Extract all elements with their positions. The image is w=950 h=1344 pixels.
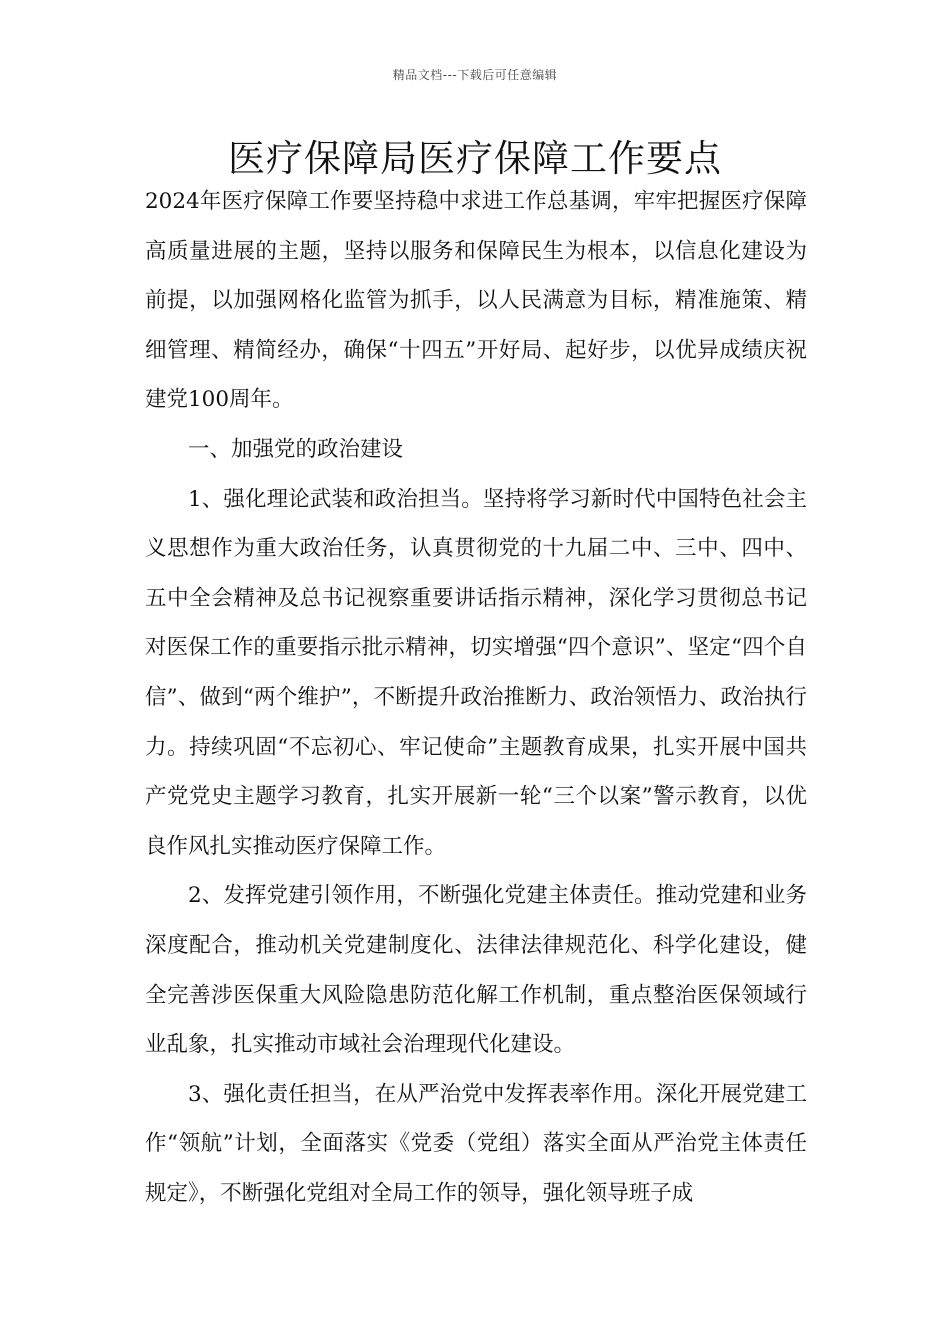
document-title: 医疗保障局医疗保障工作要点 <box>228 137 722 180</box>
page-header-note: 精品文档---下载后可任意编辑 <box>392 68 558 82</box>
paragraph-item-2: 2、发挥党建引领作用，不断强化党建主体责任。推动党建和业务深度配合，推动机关党建制度化、法律法律规范化、科学化建设，健全完善涉医保重大风险隐患防范化解工作机制，重点整治医保领域行业乱象，扎实推动市域社会治理现代化建设。 <box>145 883 807 1058</box>
document-body <box>145 177 807 1218</box>
paragraph-intro: 2024年医疗保障工作要坚持稳中求进工作总基调，牢牢把握医疗保障高质量进展的主题，坚持以服务和保障民生为根本，以信息化建设为前提，以加强网格化监管为抓手，以人民满意为目标，精准施策、精细管理、精简经办，确保“十四五”开好局、起好步，以优异成绩庆祝建党100周年。 <box>145 189 807 413</box>
section-heading-party-building: 一、加强党的政治建设 <box>188 436 404 462</box>
paragraph-item-1: 1、强化理论武装和政治担当。坚持将学习新时代中国特色社会主义思想作为重大政治任务，认真贯彻党的十九届二中、三中、四中、五中全会精神及总书记视察重要讲话指示精神，深化学习贯彻总书记对医保工作的重要指示批示精神，切实增强“四个意识”、坚定“四个自信”、做到“两个维护”，不断提升政治推断力、政治领悟力、政治执行力。持续巩固“不忘初心、牢记使命”主题教育成果，扎实开展中国共产党党史主题学习教育，扎实开展新一轮“三个以案”警示教育，以优良作风扎实推动医疗保障工作。 <box>145 486 807 859</box>
paragraph-item-3: 3、强化责任担当，在从严治党中发挥表率作用。深化开展党建工作“领航”计划，全面落实《党委（党组）落实全面从严治党主体责任规定》，不断强化党组对全局工作的领导，强化领导班子成 <box>145 1081 807 1206</box>
